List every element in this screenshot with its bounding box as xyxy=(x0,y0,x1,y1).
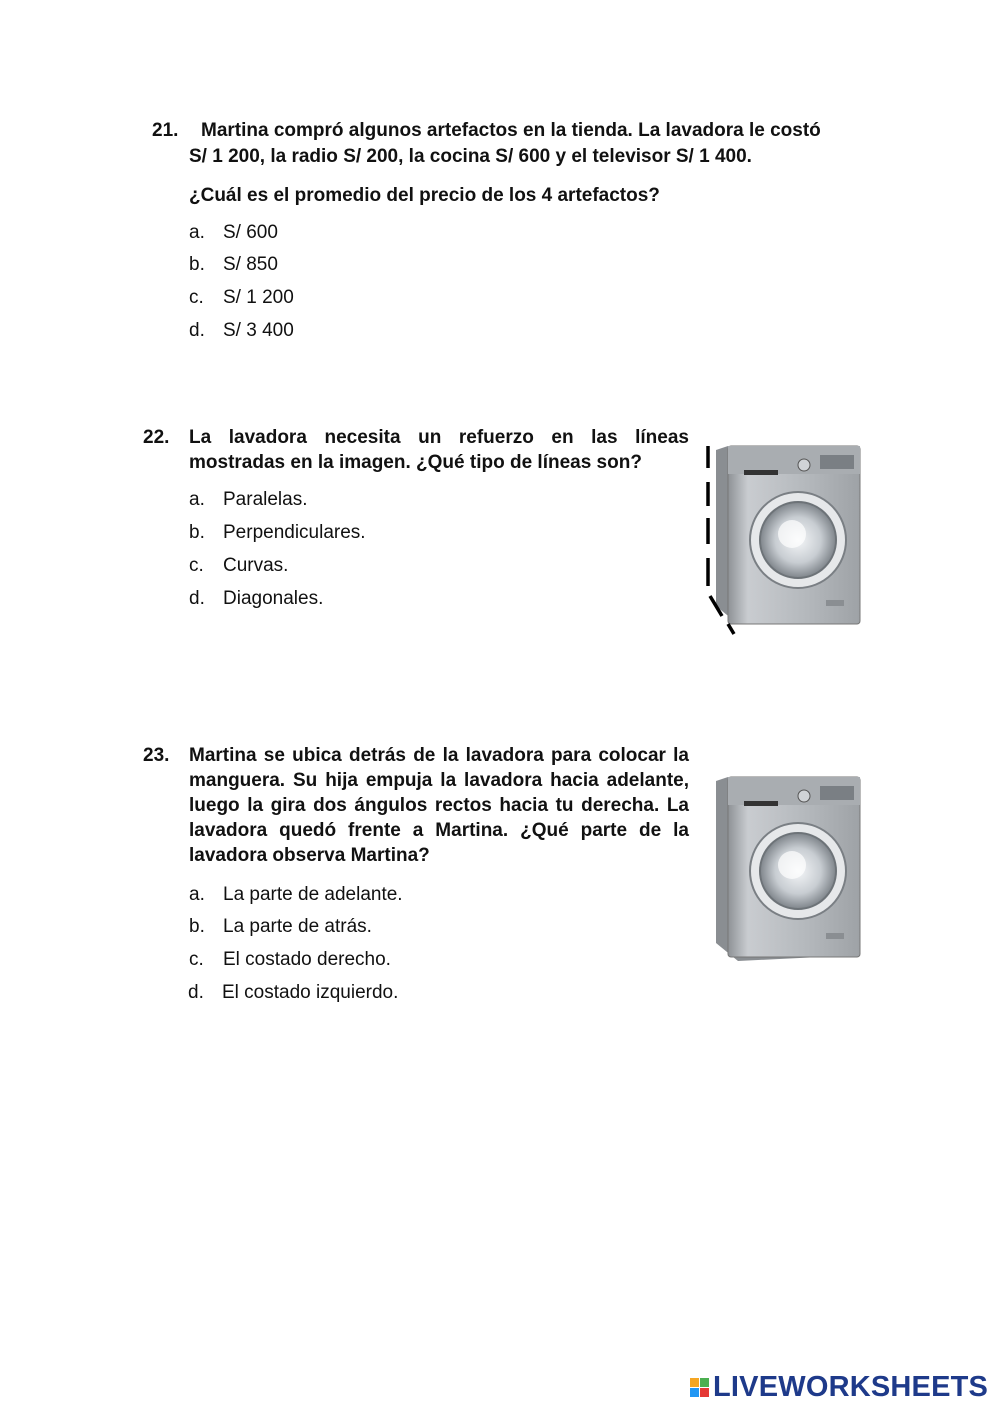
question-21 xyxy=(0,0,999,360)
option-text: Paralelas. xyxy=(223,489,308,510)
question-number: 23. xyxy=(143,745,170,766)
washing-machine-image-with-lines xyxy=(700,440,870,640)
option-d[interactable] xyxy=(188,980,398,1005)
option-text: El costado derecho. xyxy=(223,949,391,970)
option-letter: b. xyxy=(189,522,205,543)
logo-text: LIVEWORKSHEETS xyxy=(713,1370,989,1403)
question-text: Martina se ubica detrás de la lavadora para colocar la manguera. Su hija empuja la lavadora hacia adelante, luego la gira dos ángulos rectos hacia tu derecha. La lavadora quedó frente a Martina. ¿Qué parte de la lavadora observa Martina? xyxy=(189,745,689,866)
option-letter: c. xyxy=(189,287,204,308)
option-text: El costado izquierdo. xyxy=(222,982,399,1003)
option-c[interactable] xyxy=(189,553,288,578)
option-text: S/ 850 xyxy=(223,254,278,275)
liveworksheets-logo xyxy=(690,1371,988,1403)
washing-machine-image xyxy=(712,773,872,968)
option-text: Curvas. xyxy=(223,555,289,576)
option-letter: b. xyxy=(189,254,205,275)
option-letter: d. xyxy=(188,982,204,1003)
option-d[interactable] xyxy=(189,318,294,343)
option-letter: d. xyxy=(189,320,205,341)
option-letter: c. xyxy=(189,555,204,576)
option-c[interactable] xyxy=(189,285,294,310)
option-a[interactable] xyxy=(189,220,278,245)
option-d[interactable] xyxy=(189,586,323,611)
option-a[interactable] xyxy=(189,487,308,512)
option-letter: a. xyxy=(189,884,205,905)
question-number: 22. xyxy=(143,427,170,448)
option-letter: a. xyxy=(189,222,205,243)
option-b[interactable] xyxy=(189,520,366,545)
option-text: S/ 1 200 xyxy=(223,287,294,308)
option-letter: b. xyxy=(189,916,205,937)
option-a[interactable] xyxy=(189,882,403,907)
question-number: 21. xyxy=(152,120,179,141)
option-c[interactable] xyxy=(189,947,391,972)
option-b[interactable] xyxy=(189,914,372,939)
logo-blocks-icon xyxy=(690,1378,709,1397)
question-subquestion: ¿Cuál es el promedio del precio de los 4 artefactos? xyxy=(189,185,660,206)
option-b[interactable] xyxy=(189,252,278,277)
option-text: La parte de atrás. xyxy=(223,916,372,937)
question-text-line-2: S/ 1 200, la radio S/ 200, la cocina S/ 600 y el televisor S/ 1 400. xyxy=(189,146,752,167)
option-letter: a. xyxy=(189,489,205,510)
question-text-line-1: Martina compró algunos artefactos en la tienda. La lavadora le costó xyxy=(201,120,821,141)
option-letter: c. xyxy=(189,949,204,970)
question-text: La lavadora necesita un refuerzo en las líneas mostradas en la imagen. ¿Qué tipo de líneas son? xyxy=(189,427,689,473)
option-letter: d. xyxy=(189,588,205,609)
option-text: S/ 3 400 xyxy=(223,320,294,341)
option-text: Diagonales. xyxy=(223,588,324,609)
option-text: Perpendiculares. xyxy=(223,522,366,543)
option-text: La parte de adelante. xyxy=(223,884,403,905)
option-text: S/ 600 xyxy=(223,222,278,243)
